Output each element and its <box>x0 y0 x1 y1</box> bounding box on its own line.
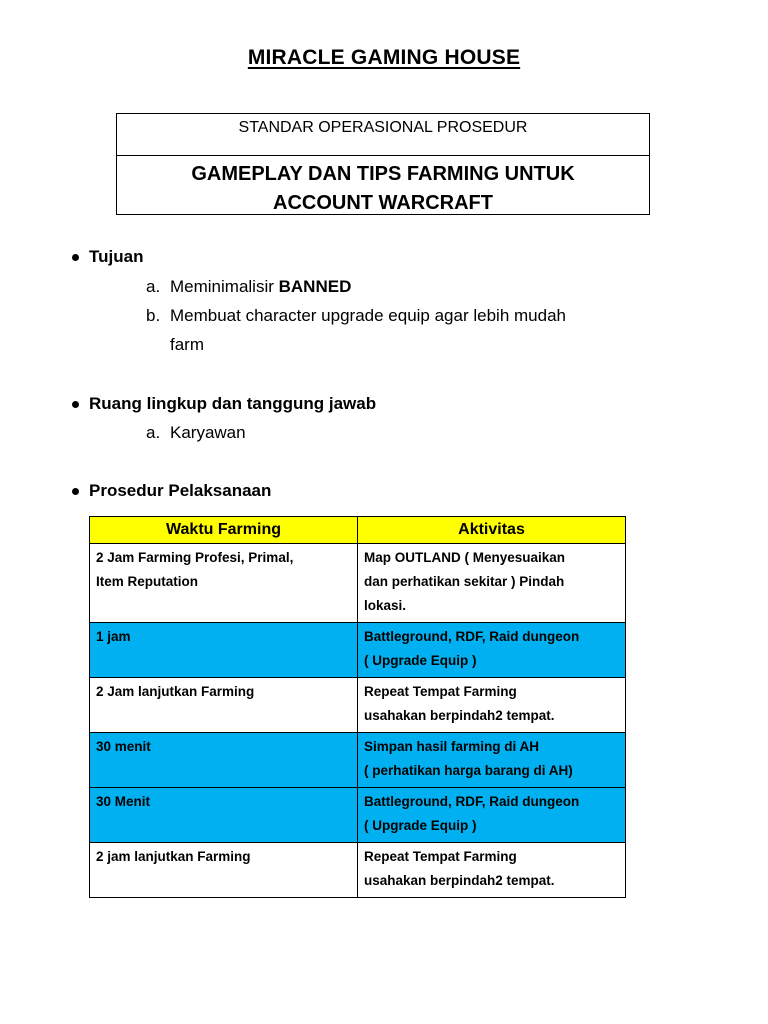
list-marker: a. <box>146 277 161 296</box>
bullet-icon <box>72 488 79 495</box>
table-row <box>90 623 626 678</box>
table-row <box>90 544 626 623</box>
table-cell-waktu: 2 jam lanjutkan Farming <box>90 843 358 898</box>
sop-subject-line: ACCOUNT WARCRAFT <box>273 192 493 214</box>
column-header: Aktivitas <box>358 517 626 544</box>
table-cell-waktu: 30 Menit <box>90 788 358 843</box>
emphasis-text: BANNED <box>278 277 352 296</box>
sop-subject <box>117 156 649 218</box>
table-cell-aktivitas: Repeat Tempat Farming usahakan berpindah2 tempat. <box>358 843 626 898</box>
section-heading: Ruang lingkup dan tanggung jawab <box>89 394 377 413</box>
table-cell-waktu: 2 Jam lanjutkan Farming <box>90 678 358 733</box>
list-marker: b. <box>146 306 161 325</box>
table-row <box>90 788 626 843</box>
page-title: MIRACLE GAMING HOUSE <box>247 46 521 69</box>
list-item-text: Meminimalisir BANNED <box>170 277 352 296</box>
table-cell-waktu: 1 jam <box>90 623 358 678</box>
bullet-icon <box>72 254 79 261</box>
table-cell-waktu: 30 menit <box>90 733 358 788</box>
list-marker: a. <box>146 423 161 442</box>
sop-header-box <box>116 113 650 215</box>
sop-label: STANDAR OPERASIONAL PROSEDUR <box>117 114 649 156</box>
list-item-text: Karyawan <box>170 423 246 442</box>
table-row <box>90 733 626 788</box>
table-cell-aktivitas: Map OUTLAND ( Menyesuaikan dan perhatikan sekitar ) Pindah lokasi. <box>358 544 626 623</box>
table-header-row <box>90 517 626 544</box>
sop-subject-line: GAMEPLAY DAN TIPS FARMING UNTUK <box>191 163 575 185</box>
table-row <box>90 843 626 898</box>
table-cell-aktivitas: Battleground, RDF, Raid dungeon ( Upgrade Equip ) <box>358 623 626 678</box>
table-cell-aktivitas: Battleground, RDF, Raid dungeon ( Upgrade Equip ) <box>358 788 626 843</box>
table-row <box>90 678 626 733</box>
bullet-icon <box>72 401 79 408</box>
section-heading: Prosedur Pelaksanaan <box>89 481 272 500</box>
section-heading: Tujuan <box>89 247 144 266</box>
table-cell-waktu: 2 Jam Farming Profesi, Primal, Item Reputation <box>90 544 358 623</box>
list-item-text: Membuat character upgrade equip agar lebih mudah farm <box>170 306 566 354</box>
column-header: Waktu Farming <box>90 517 358 544</box>
table-cell-aktivitas: Simpan hasil farming di AH ( perhatikan harga barang di AH) <box>358 733 626 788</box>
farming-schedule-table <box>89 516 626 898</box>
table-cell-aktivitas: Repeat Tempat Farming usahakan berpindah2 tempat. <box>358 678 626 733</box>
